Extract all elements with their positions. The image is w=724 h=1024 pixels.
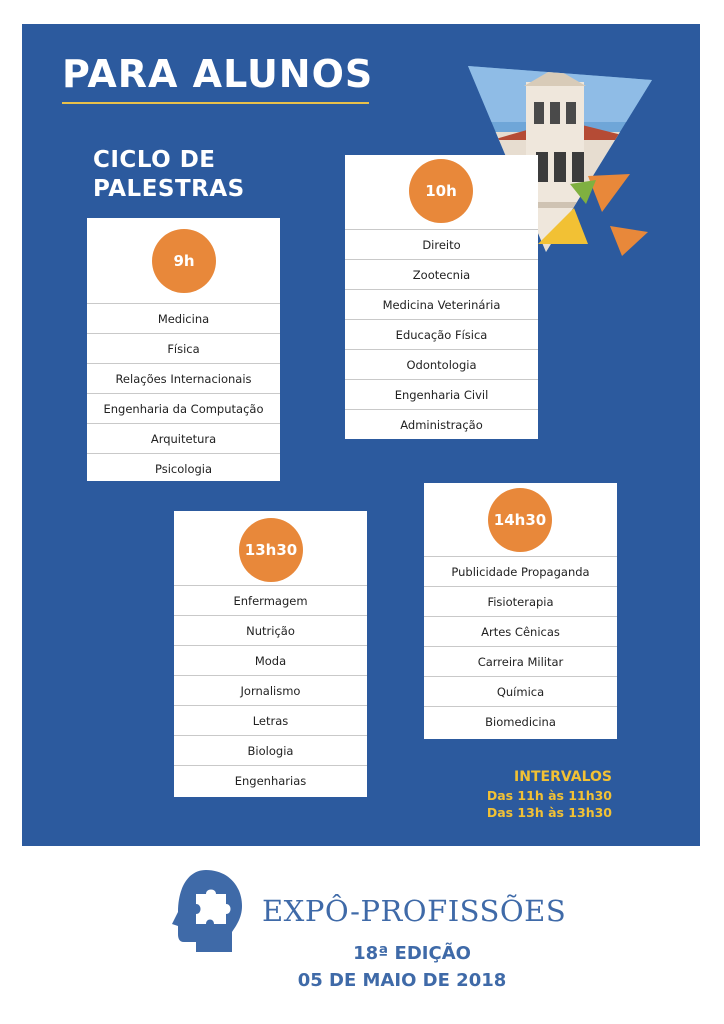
list-item: Física	[87, 333, 280, 363]
list-item: Carreira Militar	[424, 646, 617, 676]
decorative-triangles	[536, 170, 656, 270]
list-item: Engenharia Civil	[345, 379, 538, 409]
list-item: Publicidade Propaganda	[424, 556, 617, 586]
session-card-9h	[87, 218, 280, 481]
list-item: Direito	[345, 229, 538, 259]
session-card-13h30	[174, 511, 367, 797]
event-date: 05 DE MAIO DE 2018	[297, 970, 507, 991]
list-item: Biomedicina	[424, 706, 617, 736]
list-item: Medicina	[87, 303, 280, 333]
list-item: Medicina Veterinária	[345, 289, 538, 319]
section-title-line1: CICLO DE	[93, 147, 216, 173]
session-card-10h	[345, 155, 538, 439]
interval-line: Das 11h às 11h30	[486, 788, 612, 803]
page-title: PARA ALUNOS	[62, 52, 374, 96]
time-badge: 9h	[152, 229, 216, 293]
list-item: Odontologia	[345, 349, 538, 379]
list-item: Enfermagem	[174, 585, 367, 615]
talk-list	[424, 556, 617, 736]
session-card-14h30	[424, 483, 617, 739]
list-item: Biologia	[174, 735, 367, 765]
list-item: Engenharia da Computação	[87, 393, 280, 423]
edition-label: 18ª EDIÇÃO	[353, 943, 471, 964]
time-badge: 13h30	[239, 518, 303, 582]
list-item: Jornalismo	[174, 675, 367, 705]
talk-list	[174, 585, 367, 795]
list-item: Relações Internacionais	[87, 363, 280, 393]
list-item: Psicologia	[87, 453, 280, 483]
list-item: Administração	[345, 409, 538, 439]
title-underline	[62, 102, 369, 104]
head-puzzle-icon	[166, 866, 246, 956]
list-item: Zootecnia	[345, 259, 538, 289]
list-item: Moda	[174, 645, 367, 675]
list-item: Letras	[174, 705, 367, 735]
talk-list	[345, 229, 538, 439]
list-item: Engenharias	[174, 765, 367, 795]
list-item: Artes Cênicas	[424, 616, 617, 646]
list-item: Educação Física	[345, 319, 538, 349]
time-badge: 10h	[409, 159, 473, 223]
list-item: Fisioterapia	[424, 586, 617, 616]
time-badge: 14h30	[488, 488, 552, 552]
list-item: Química	[424, 676, 617, 706]
event-name: EXPÔ-PROFISSÕES	[262, 894, 567, 928]
intervals-heading: INTERVALOS	[514, 769, 612, 785]
list-item: Arquitetura	[87, 423, 280, 453]
section-title-line2: PALESTRAS	[93, 176, 245, 202]
list-item: Nutrição	[174, 615, 367, 645]
talk-list	[87, 303, 280, 483]
intervals-block	[487, 768, 612, 821]
section-title	[93, 146, 245, 204]
interval-line: Das 13h às 13h30	[486, 805, 612, 820]
